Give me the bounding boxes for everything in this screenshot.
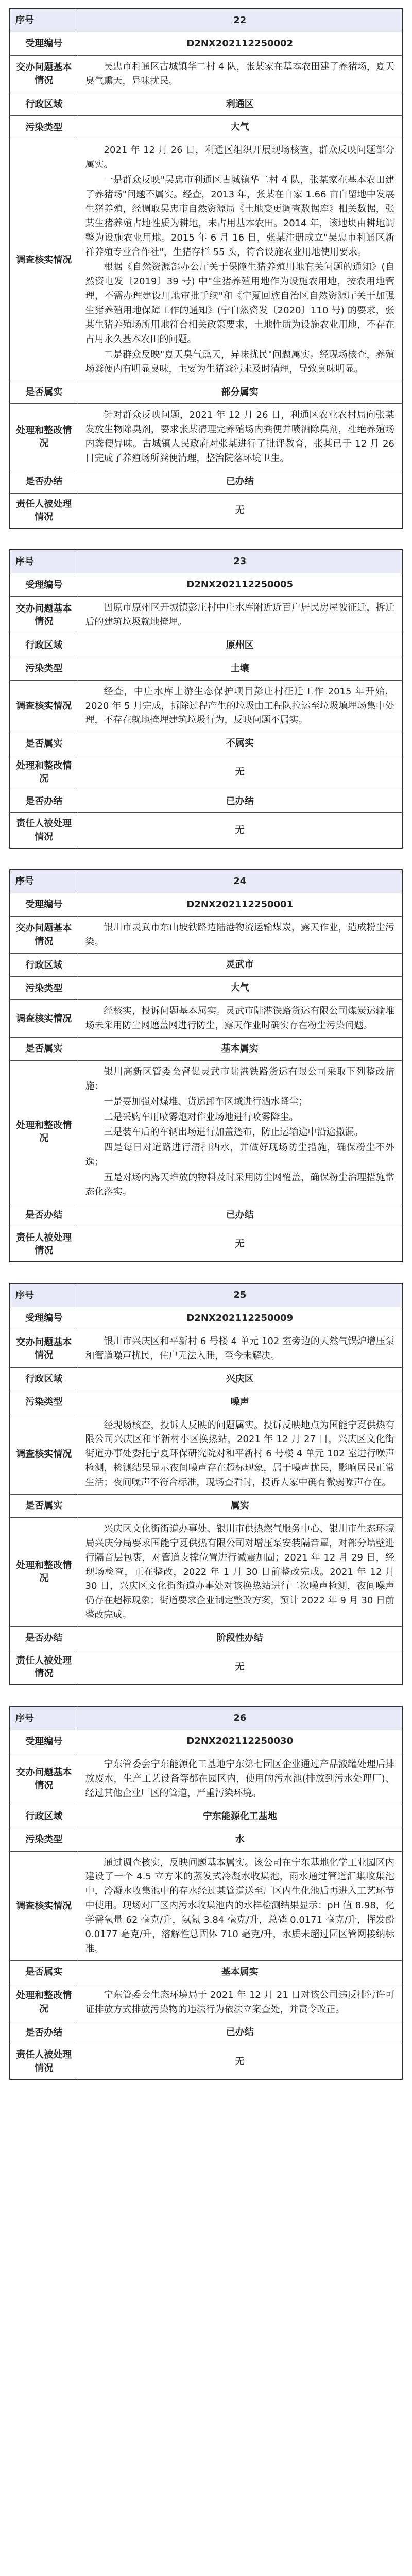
value-problem: 宁东管委会宁东能源化工基地宁东第七园区企业通过产品液罐处理后排放废水，生产工艺设备等都在园区内，使用的污水池(排放到污水处理厂)、经过其他企业厂区的管道，严重污染环境。 <box>78 1753 402 1805</box>
row-problem <box>10 916 402 954</box>
row-verified <box>10 1037 402 1060</box>
row-investigation <box>10 1414 402 1494</box>
value-investigation <box>78 1414 402 1494</box>
row-investigation <box>10 680 402 732</box>
label-resolved: 是否办结 <box>10 790 78 813</box>
value-type: 大气 <box>78 116 402 139</box>
row-handling <box>10 1517 402 1626</box>
row-code <box>10 573 402 597</box>
paragraph: 针对群众反映问题，2021 年 12 月 26 日，利通区农业农村局向张某发放生物除臭剂，要求张某清理完养殖场内粪便并喷洒除臭剂，杜绝养殖场内粪便异味。古城镇人民政府对张某进行了批评教育，张某已于 12 月 26 日完成了养殖场所粪便清理，整治院落环境卫生。 <box>85 410 394 464</box>
value-accountability: 无 <box>78 493 402 528</box>
value-resolved: 已办结 <box>78 790 402 813</box>
value-investigation <box>78 680 402 732</box>
row-resolved <box>10 2021 402 2044</box>
row-accountability <box>10 1650 402 1685</box>
value-problem: 吴忠市利通区古城镇华二村 4 队，张某家在基本农田建了养猪场，夏天臭气熏天，异味扰民。 <box>78 55 402 93</box>
value-region: 灵武市 <box>78 954 402 977</box>
value-accountability: 无 <box>78 1227 402 1262</box>
row-investigation <box>10 1851 402 1960</box>
row-region <box>10 1367 402 1391</box>
value-seq: 26 <box>78 1706 402 1730</box>
row-region <box>10 93 402 116</box>
paragraph: 四是每日对道路进行清扫洒水，并做好现场防尘措施，确保粉尘不外逸； <box>85 1142 394 1168</box>
paragraph: 无 <box>235 767 245 778</box>
value-resolved: 已办结 <box>78 2021 402 2044</box>
value-investigation <box>78 1851 402 1960</box>
label-code: 受理编号 <box>10 1730 78 1753</box>
value-region: 利通区 <box>78 93 402 116</box>
label-type: 污染类型 <box>10 116 78 139</box>
paragraph: 根据《自然资源部办公厅关于保障生猪养殖用地有关问题的通知》(自然资电发〔2019〕39 号) 中"生猪养殖用地作为设施农用地，按农用地管理，不需办理建设用地审批手续"和《宁夏回族自治区自然资源厅关于加强生猪养殖用地保障工作的通知》(宁自然资发〔2020〕110 号) 的要求，张某生猪养殖场所用地符合相关政策要求，土地性质为设施农业用地，不存在占用永久基本农田的问题。 <box>85 262 394 345</box>
label-resolved: 是否办结 <box>10 1204 78 1227</box>
value-code: D2NX202112250001 <box>78 893 402 916</box>
label-investigation: 调查核实情况 <box>10 680 78 732</box>
label-region: 行政区域 <box>10 93 78 116</box>
label-accountability: 责任人被处理情况 <box>10 2044 78 2079</box>
label-problem: 交办问题基本情况 <box>10 916 78 954</box>
value-region: 原州区 <box>78 634 402 657</box>
row-type <box>10 1828 402 1851</box>
row-handling <box>10 755 402 790</box>
label-region: 行政区域 <box>10 634 78 657</box>
row-region <box>10 1805 402 1828</box>
value-verified: 属实 <box>78 1494 402 1517</box>
label-code: 受理编号 <box>10 893 78 916</box>
label-resolved: 是否办结 <box>10 2021 78 2044</box>
value-type: 水 <box>78 1828 402 1851</box>
value-region: 兴庆区 <box>78 1367 402 1391</box>
value-type: 土壤 <box>78 657 402 680</box>
row-verified <box>10 732 402 755</box>
row-region <box>10 634 402 657</box>
label-resolved: 是否办结 <box>10 1627 78 1650</box>
label-code: 受理编号 <box>10 1307 78 1330</box>
label-seq: 序号 <box>10 1706 78 1730</box>
value-resolved: 已办结 <box>78 1204 402 1227</box>
row-verified <box>10 1494 402 1517</box>
value-seq: 24 <box>78 870 402 893</box>
row-seq <box>10 1283 402 1307</box>
row-resolved <box>10 1627 402 1650</box>
paragraph: 经现场核查，投诉人反映的问题属实。投诉反映地点为国能宁夏供热有限公司兴庆区和平新村小区换热站，2021 年 12 月 27 日，兴庆区文化街街道办事处委托宁夏环保研究院对和平新村 6 号楼 4 单元 102 室进行噪声检测，检测结果显示夜间噪声存在超标现象，属于噪声扰民，影响居民正常生活；夜间噪声不符合标准，现场查看时，投诉人家中确有微弱噪声存在。 <box>85 1419 394 1488</box>
row-problem <box>10 1330 402 1367</box>
row-problem <box>10 55 402 93</box>
label-type: 污染类型 <box>10 977 78 1000</box>
row-handling <box>10 1984 402 2021</box>
label-verified: 是否属实 <box>10 732 78 755</box>
paragraph: 宁东管委会生态环境局于 2021 年 12 月 21 日对该公司违反排污许可证排放方式排放污染物的违法行为依法立案查处，并责令改正。 <box>85 1989 394 2015</box>
paragraph: 兴庆区文化街街道办事处、银川市供热燃气服务中心、银川市生态环境局兴庆分局要求国能宁夏供热有限公司对增压泵安装隔音罩，对部分墙壁进行隔音层包裹，对管道支撑位置进行减震加固；2021 年 12 月 29 日，经现场检查，正在整改，2022 年 1 月 30 日前整改完成。2021 年 12 月 30 日，兴庆区文化街街道办事处对该换热站进行二次噪声检测，夜间噪声仍存在超标现象；街道要求企业制定整改方案，预计 2022 年 9 月 30 日前整改完成。 <box>85 1523 394 1621</box>
paragraph: 经查，中庄水库上游生态保护项目彭庄村征迁工作 2015 年开始，2020 年 5 月完成，拆除过程产生的垃圾由工程队拉运至垃圾填埋场集中处理，不存在就地掩埋建筑垃圾行为，反映问题不属实。 <box>85 686 394 726</box>
row-resolved <box>10 470 402 494</box>
row-accountability <box>10 813 402 848</box>
value-resolved: 已办结 <box>78 470 402 494</box>
paragraph: 经核实，投诉问题基本属实。灵武市陆港铁路货运有限公司煤炭运输堆场未采用防尘网遮盖网进行防尘，露天作业时确实存在粉尘污染问题。 <box>85 1006 394 1031</box>
value-code: D2NX202112250009 <box>78 1307 402 1330</box>
paragraph: 五是对场内露天堆放的物料及时采用防尘网覆盖，确保粉尘治理措施常态化落实。 <box>85 1172 394 1197</box>
paragraph: 三是装车后的车辆出场进行加盖篷布，防止运输途中沿途撒漏。 <box>104 1127 364 1138</box>
value-problem: 银川市兴庆区和平新村 6 号楼 4 单元 102 室旁边的天然气锅炉增压泵和管道噪声扰民，住户无法入睡，至今未解决。 <box>78 1330 402 1367</box>
row-code <box>10 893 402 916</box>
row-resolved <box>10 1204 402 1227</box>
row-seq <box>10 870 402 893</box>
row-handling <box>10 404 402 470</box>
row-problem <box>10 1753 402 1805</box>
row-handling <box>10 1060 402 1204</box>
label-accountability: 责任人被处理情况 <box>10 1650 78 1685</box>
label-problem: 交办问题基本情况 <box>10 597 78 634</box>
label-handling: 处理和整改情况 <box>10 1060 78 1204</box>
label-type: 污染类型 <box>10 1828 78 1851</box>
label-type: 污染类型 <box>10 657 78 680</box>
row-accountability <box>10 493 402 528</box>
label-accountability: 责任人被处理情况 <box>10 493 78 528</box>
paragraph: 2021 年 12 月 26 日，利通区组织开展现场核查，群众反映问题部分属实。 <box>85 145 394 171</box>
label-investigation: 调查核实情况 <box>10 1851 78 1960</box>
row-verified <box>10 1960 402 1984</box>
label-handling: 处理和整改情况 <box>10 404 78 470</box>
label-handling: 处理和整改情况 <box>10 1517 78 1626</box>
paragraph: 二是群众反映"夏天臭气熏天，异味扰民"问题属实。经现场核查，养殖场粪便内有明显臭味，主要为生猪粪污未及时清理，导致臭味明显。 <box>85 349 394 375</box>
value-handling <box>78 1060 402 1204</box>
row-investigation <box>10 139 402 381</box>
value-problem: 固原市原州区开城镇彭庄村中庄水库附近近百户居民房屋被征迁，拆迁后的建筑垃圾就地掩埋。 <box>78 597 402 634</box>
label-type: 污染类型 <box>10 1391 78 1414</box>
row-code <box>10 1730 402 1753</box>
value-investigation <box>78 1000 402 1038</box>
case-table <box>9 8 403 529</box>
value-accountability: 无 <box>78 1650 402 1685</box>
case-table <box>9 1706 403 2079</box>
row-seq <box>10 1706 402 1730</box>
label-verified: 是否属实 <box>10 1960 78 1984</box>
case-table <box>9 549 403 849</box>
label-handling: 处理和整改情况 <box>10 755 78 790</box>
label-handling: 处理和整改情况 <box>10 1984 78 2021</box>
paragraph: 二是采购车用喷雾炮对作业场地进行喷雾降尘。 <box>104 1111 299 1123</box>
value-seq: 22 <box>78 9 402 32</box>
label-resolved: 是否办结 <box>10 470 78 494</box>
value-accountability: 无 <box>78 2044 402 2079</box>
label-investigation: 调查核实情况 <box>10 1414 78 1494</box>
paragraph: 一是要加强对煤堆、货运卸车区域进行洒水降尘； <box>104 1096 308 1107</box>
row-problem <box>10 597 402 634</box>
value-code: D2NX202112250002 <box>78 32 402 55</box>
value-verified: 不属实 <box>78 732 402 755</box>
row-type <box>10 1391 402 1414</box>
label-region: 行政区域 <box>10 1805 78 1828</box>
row-type <box>10 977 402 1000</box>
value-type: 大气 <box>78 977 402 1000</box>
value-verified: 基本属实 <box>78 1960 402 1984</box>
label-verified: 是否属实 <box>10 381 78 404</box>
value-seq: 25 <box>78 1283 402 1307</box>
row-seq <box>10 550 402 573</box>
value-region: 宁东能源化工基地 <box>78 1805 402 1828</box>
case-table <box>9 1283 403 1685</box>
label-region: 行政区域 <box>10 954 78 977</box>
value-verified: 基本属实 <box>78 1037 402 1060</box>
label-code: 受理编号 <box>10 573 78 597</box>
value-resolved: 阶段性办结 <box>78 1627 402 1650</box>
value-handling <box>78 1517 402 1626</box>
value-handling <box>78 404 402 470</box>
row-code <box>10 1307 402 1330</box>
label-seq: 序号 <box>10 870 78 893</box>
value-accountability: 无 <box>78 813 402 848</box>
label-seq: 序号 <box>10 9 78 32</box>
row-verified <box>10 381 402 404</box>
case-table <box>9 869 403 1262</box>
row-code <box>10 32 402 55</box>
value-investigation <box>78 139 402 381</box>
row-seq <box>10 9 402 32</box>
value-type: 噪声 <box>78 1391 402 1414</box>
label-investigation: 调查核实情况 <box>10 139 78 381</box>
row-investigation <box>10 1000 402 1038</box>
value-handling <box>78 1984 402 2021</box>
row-accountability <box>10 1227 402 1262</box>
label-code: 受理编号 <box>10 32 78 55</box>
value-code: D2NX202112250030 <box>78 1730 402 1753</box>
row-resolved <box>10 790 402 813</box>
label-region: 行政区域 <box>10 1367 78 1391</box>
row-type <box>10 657 402 680</box>
value-code: D2NX202112250005 <box>78 573 402 597</box>
value-verified: 部分属实 <box>78 381 402 404</box>
label-accountability: 责任人被处理情况 <box>10 1227 78 1262</box>
row-region <box>10 954 402 977</box>
label-accountability: 责任人被处理情况 <box>10 813 78 848</box>
label-investigation: 调查核实情况 <box>10 1000 78 1038</box>
row-accountability <box>10 2044 402 2079</box>
value-handling <box>78 755 402 790</box>
label-problem: 交办问题基本情况 <box>10 1330 78 1367</box>
label-problem: 交办问题基本情况 <box>10 1753 78 1805</box>
label-seq: 序号 <box>10 550 78 573</box>
value-problem: 银川市灵武市东山坡铁路边陆港物流运输煤炭，露天作业，造成粉尘污染。 <box>78 916 402 954</box>
label-verified: 是否属实 <box>10 1494 78 1517</box>
label-seq: 序号 <box>10 1283 78 1307</box>
label-verified: 是否属实 <box>10 1037 78 1060</box>
value-seq: 23 <box>78 550 402 573</box>
paragraph: 通过调查核实，反映问题基本属实。该公司在宁东基地化学工业园区内建设了一个 4.5 立方米的蒸发式冷凝水收集池，雨水通过管道汇集收集池中，冷凝水收集池中的存水经过某管道送至厂区内生化池后再进入工艺环节中使用。现场对厂区内污水收集池内的水样检测结果显示：pH 值 8.98，化学需氧量 62 毫克/升，氨氮 3.84 毫克/升，总磷 0.0171 毫克/升，挥发酚 0.0177 毫克/升，溶解性总固体 710 毫克/升，水质未超过园区管网接纳标准。 <box>85 1857 394 1954</box>
paragraph: 银川高新区管委会督促灵武市陆港铁路货运有限公司采取下列整改措施： <box>85 1066 394 1092</box>
label-problem: 交办问题基本情况 <box>10 55 78 93</box>
row-type <box>10 116 402 139</box>
paragraph: 一是群众反映"吴忠市利通区古城镇华二村 4 队，张某家在基本农田建了养猪场"问题不属实。经查，2013 年，张某在自家 1.66 亩自留地中发展生猪养殖，经调取吴忠市自然资源局《土地变更调查数据库》相关数据，张某生猪养殖占地性质为耕地，未占用基本农田。2014 年，该地块由耕地调整为设施农业用地。2015 年 6 月 16 日，张某注册成立"吴忠市利通区新祥养殖专业合作社"，生猪存栏 55 头，符合设施农业用地使用要求。 <box>85 175 394 258</box>
